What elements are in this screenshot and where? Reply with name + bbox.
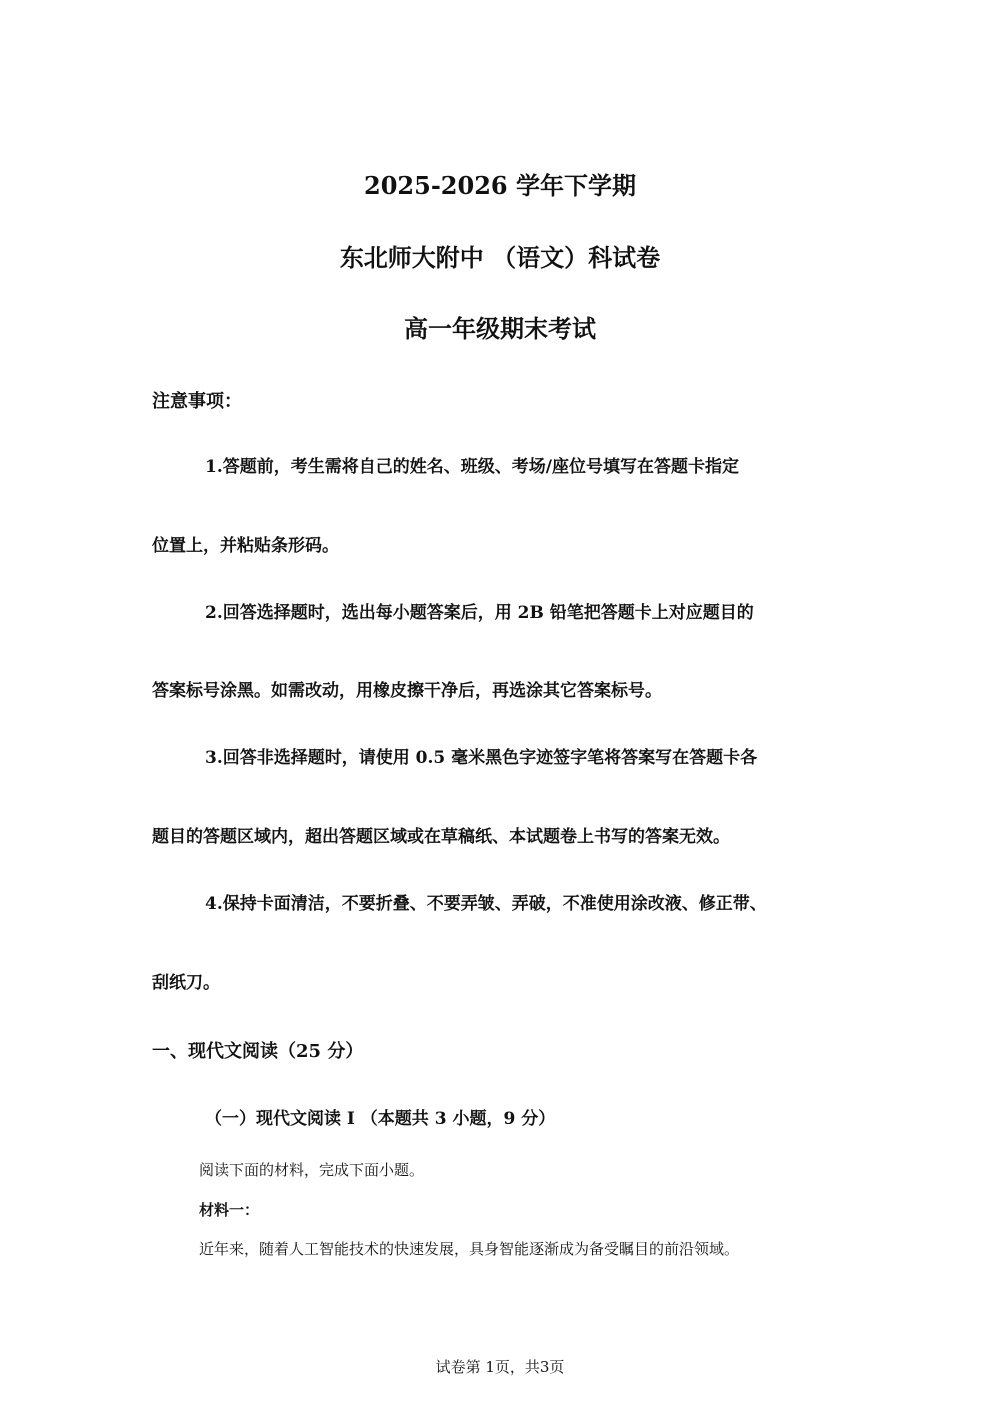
notice-item-2-line2: 答案标号涂黑。如需改动，用橡皮擦干净后，再选涂其它答案标号。 xyxy=(152,681,662,701)
notice-item-3-line2: 题目的答题区域内，超出答题区域或在草稿纸、本试题卷上书写的答案无效。 xyxy=(152,827,730,847)
notice-item-4-line2: 刮纸刀。 xyxy=(152,973,220,993)
section-1-title: 一、现代文阅读（25 分） xyxy=(152,1041,364,1062)
notice-item-1-line1: 1.答题前，考生需将自己的姓名、班级、考场/座位号填写在答题卡指定 xyxy=(205,457,739,477)
notice-item-1-line2: 位置上，并粘贴条形码。 xyxy=(152,536,339,556)
exam-term: 2025-2026 学年下学期 xyxy=(364,171,636,200)
material-text: 近年来，随着人工智能技术的快速发展，具身智能逐渐成为备受瞩目的前沿领域。 xyxy=(199,1240,740,1258)
subsection-1-title: （一）现代文阅读 I （本题共 3 小题，9 分） xyxy=(205,1109,556,1129)
exam-title: 高一年级期末考试 xyxy=(404,314,596,343)
notice-item-2-line1: 2.回答选择题时，选出每小题答案后，用 2B 铅笔把答题卡上对应题目的 xyxy=(205,603,754,623)
reading-instruction: 阅读下面的材料，完成下面小题。 xyxy=(199,1161,425,1179)
school-subject-title: 东北师大附中 （语文）科试卷 xyxy=(339,243,661,272)
material-label: 材料一： xyxy=(199,1201,260,1219)
page-footer: 试卷第 1页，共3页 xyxy=(435,1358,565,1376)
notice-item-4-line1: 4.保持卡面清洁，不要折叠、不要弄皱、弄破，不准使用涂改液、修正带、 xyxy=(205,894,767,914)
notice-heading: 注意事项： xyxy=(152,391,242,412)
notice-item-3-line1: 3.回答非选择题时，请使用 0.5 毫米黑色字迹签字笔将答案写在答题卡各 xyxy=(205,748,758,768)
